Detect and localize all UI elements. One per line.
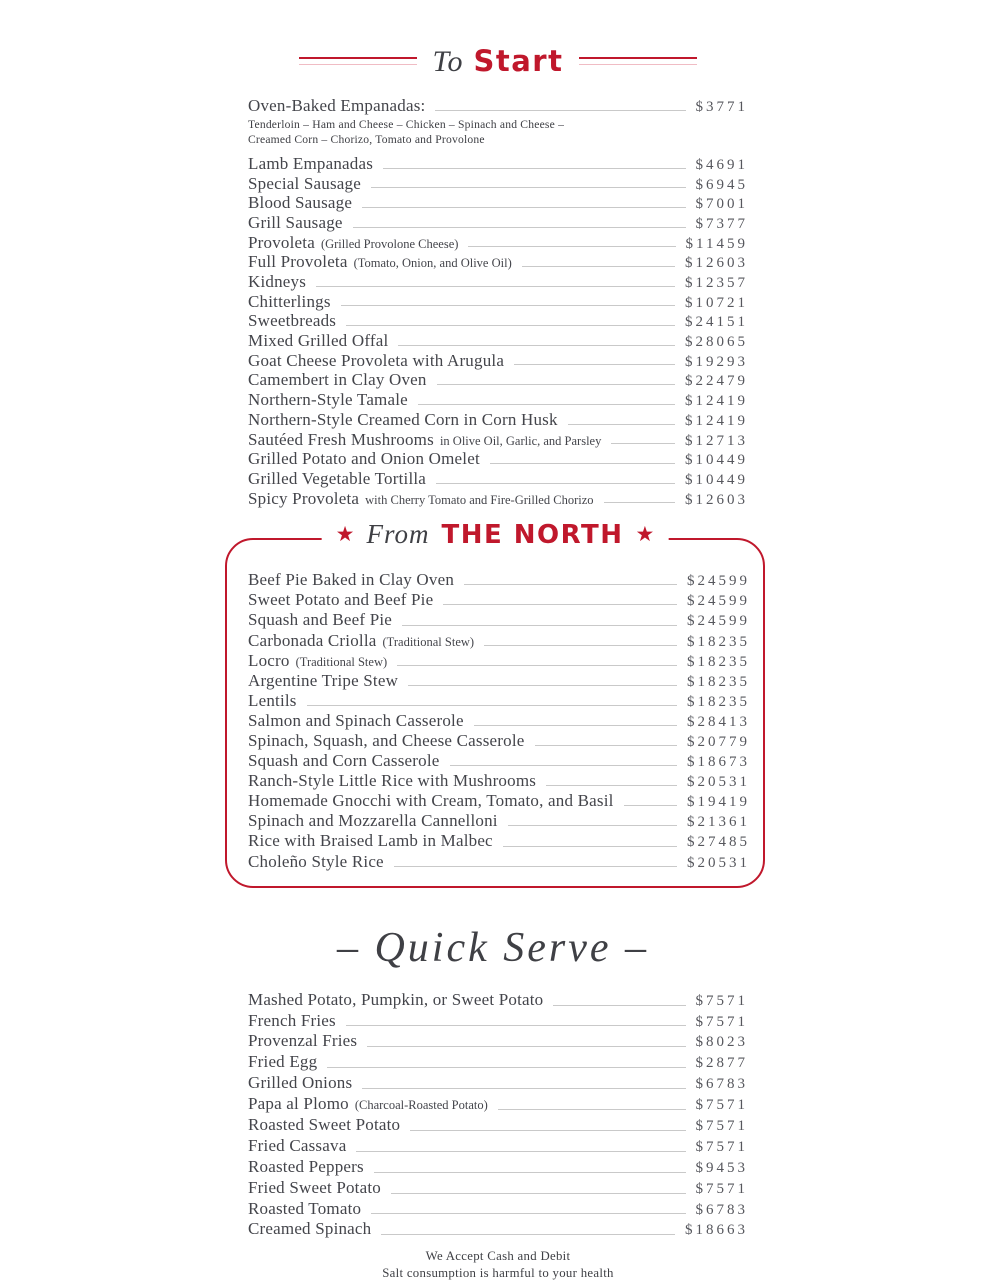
item-name: Sweetbreads <box>248 311 337 331</box>
item-price: $12713 <box>685 432 748 449</box>
leader-line <box>408 685 677 686</box>
menu-item-row <box>248 489 748 509</box>
item-name: Choleño Style Rice <box>248 851 384 871</box>
item-name: Squash and Beef Pie <box>248 610 393 630</box>
item-name: Grilled Potato and Onion Omelet <box>248 449 480 469</box>
menu-item-row <box>248 1115 748 1136</box>
menu-item-row <box>248 154 748 174</box>
leader-line <box>474 725 677 726</box>
item-price: $18235 <box>687 653 750 670</box>
item-price: $11459 <box>685 235 748 252</box>
menu-item-row <box>248 791 750 811</box>
menu-item-row <box>248 751 750 771</box>
item-price: $27485 <box>687 834 750 851</box>
item-price: $28065 <box>685 334 748 351</box>
item-name: Roasted Sweet Potato <box>248 1115 401 1134</box>
menu-item-row <box>248 570 750 590</box>
menu-item-row <box>248 811 750 831</box>
item-price: $19419 <box>687 794 750 811</box>
item-name: Grilled Vegetable Tortilla <box>248 468 427 488</box>
item-name: Grilled Onions <box>248 1073 353 1093</box>
menu-item-row <box>248 1219 748 1240</box>
item-price: $10449 <box>685 452 748 469</box>
menu-item-row <box>248 1094 748 1115</box>
menu-item-row <box>248 370 748 390</box>
leader-line <box>362 1088 685 1089</box>
section-header-from-the-north <box>322 519 669 550</box>
leader-line <box>367 1046 685 1047</box>
item-note: with Cherry Tomato and Fire-Grilled Chorizo <box>365 492 594 507</box>
menu-item-row <box>248 252 748 272</box>
item-name: Sautéed Fresh Mushrooms <box>248 429 434 449</box>
item-name: Special Sausage <box>248 173 361 193</box>
leader-line <box>346 325 675 326</box>
section-quick-serve <box>248 924 748 1241</box>
item-name: Roasted Peppers <box>248 1156 364 1176</box>
item-name: Blood Sausage <box>248 193 353 213</box>
leader-line <box>356 1151 685 1152</box>
item-price: $6945 <box>695 176 748 193</box>
item-price: $22479 <box>685 373 748 390</box>
item-name: Rice with Braised Lamb in Malbec <box>248 831 493 851</box>
leader-line <box>410 1130 685 1131</box>
item-name: Spicy Provoleta <box>248 488 360 508</box>
leader-line <box>435 110 685 111</box>
item-name: Lentils <box>248 690 297 710</box>
item-description: Tenderloin – Ham and Cheese – Chicken – Spinach and Cheese – Creamed Corn – Chorizo, Tomato and Provolone <box>248 117 565 147</box>
item-note: (Traditional Stew) <box>295 654 388 669</box>
leader-line <box>307 705 677 706</box>
menu-item-row <box>248 430 748 450</box>
leader-line <box>443 604 677 605</box>
header-rule-right <box>579 57 697 65</box>
leader-line <box>468 246 675 247</box>
menu-item-row <box>248 469 748 489</box>
menu-item-row <box>248 731 750 751</box>
leader-line <box>484 645 677 646</box>
menu-item-row <box>248 331 748 351</box>
item-name: Chitterlings <box>248 291 331 311</box>
item-price: $24151 <box>685 314 748 331</box>
leader-line <box>553 1005 685 1006</box>
item-price: $7571 <box>695 992 748 1009</box>
item-price: $21361 <box>687 814 750 831</box>
item-price: $18663 <box>685 1222 748 1239</box>
item-name: Ranch-Style Little Rice with Mushrooms <box>248 771 537 791</box>
item-name: Squash and Corn Casserole <box>248 751 440 771</box>
menu-item-row <box>248 1052 748 1073</box>
item-note: (Charcoal-Roasted Potato) <box>354 1098 488 1113</box>
item-name: Argentine Tripe Stew <box>248 670 399 690</box>
menu-item-row <box>248 1073 748 1094</box>
menu-item-row <box>248 1031 748 1052</box>
leader-line <box>546 785 677 786</box>
item-name: French Fries <box>248 1010 336 1030</box>
leader-line <box>346 1025 686 1026</box>
item-name: Fried Egg <box>248 1052 318 1072</box>
leader-line <box>316 286 675 287</box>
item-price: $12419 <box>685 412 748 429</box>
leader-line <box>450 765 677 766</box>
item-name: Spinach, Squash, and Cheese Casserole <box>248 731 525 750</box>
menu-item-row <box>248 311 748 331</box>
item-price: $24599 <box>687 593 750 610</box>
menu-item-row <box>248 1011 748 1032</box>
item-price: $20531 <box>687 774 750 791</box>
menu-item-row <box>248 771 750 791</box>
item-name: Northern-Style Creamed Corn in Corn Husk <box>248 409 558 429</box>
menu-item-row <box>248 651 750 671</box>
menu-item-row <box>248 852 750 872</box>
leader-line <box>522 266 675 267</box>
item-price: $19293 <box>685 353 748 370</box>
menu-item-row <box>248 292 748 312</box>
menu-item-row <box>248 610 750 630</box>
item-name: Sweet Potato and Beef Pie <box>248 590 434 610</box>
leader-line <box>503 846 677 847</box>
section-header-quick-serve <box>238 924 748 972</box>
section-title-script: To <box>432 44 464 78</box>
leader-line <box>391 1193 686 1194</box>
item-price: $7571 <box>695 1138 748 1155</box>
menu-item-row <box>248 390 748 410</box>
leader-line <box>383 168 685 169</box>
item-list-quick-serve <box>248 990 748 1241</box>
item-price: $12603 <box>685 255 748 272</box>
item-price: $9453 <box>695 1159 748 1176</box>
item-name: Fried Cassava <box>248 1135 347 1155</box>
item-price: $6783 <box>695 1201 748 1218</box>
menu-item-row <box>248 590 750 610</box>
item-name: Beef Pie Baked in Clay Oven <box>248 570 455 590</box>
leader-line <box>624 805 677 806</box>
item-name: Fried Sweet Potato <box>248 1177 381 1197</box>
menu-footer <box>248 1248 748 1280</box>
menu-item-row <box>248 711 750 731</box>
item-price: $2877 <box>695 1055 748 1072</box>
item-price: $7571 <box>695 1180 748 1197</box>
footer-health-warning: Salt consumption is harmful to your health <box>382 1265 614 1280</box>
item-price: $7001 <box>695 196 748 213</box>
item-name: Creamed Spinach <box>248 1219 372 1239</box>
item-list-from-the-north <box>248 570 750 871</box>
leader-line <box>498 1109 686 1110</box>
leader-line <box>371 187 686 188</box>
menu-item-row <box>248 1199 748 1220</box>
item-note: (Traditional Stew) <box>382 634 475 649</box>
star-icon: ★ <box>635 522 655 547</box>
item-name: Full Provoleta <box>248 252 348 272</box>
leader-line <box>535 745 677 746</box>
section-title-script: – Quick Serve – <box>336 924 650 971</box>
item-price: $12419 <box>685 393 748 410</box>
item-note: in Olive Oil, Garlic, and Parsley <box>439 433 602 448</box>
leader-line <box>341 305 675 306</box>
item-name: Provenzal Fries <box>248 1031 358 1051</box>
leader-line <box>568 424 675 425</box>
leader-line <box>464 584 677 585</box>
leader-line <box>437 384 675 385</box>
leader-line <box>353 227 686 228</box>
leader-line <box>490 463 675 464</box>
section-title-script: From <box>366 519 430 550</box>
menu-item-row <box>248 272 748 292</box>
item-name: Grill Sausage <box>248 212 343 232</box>
leader-line <box>327 1067 685 1068</box>
item-name: Kidneys <box>248 272 307 291</box>
leader-line <box>604 502 675 503</box>
item-price: $7571 <box>695 1097 748 1114</box>
item-name: Homemade Gnocchi with Cream, Tomato, and Basil <box>248 791 614 811</box>
menu-item-row <box>248 233 748 253</box>
item-name: Roasted Tomato <box>248 1198 362 1218</box>
item-price: $24599 <box>687 613 750 630</box>
item-name: Salmon and Spinach Casserole <box>248 710 464 730</box>
section-from-the-north <box>225 519 765 887</box>
menu-item-row <box>248 351 748 371</box>
leader-line <box>402 625 677 626</box>
item-price: $12357 <box>685 275 748 291</box>
menu-item-row <box>248 213 748 233</box>
item-price: $6783 <box>695 1076 748 1093</box>
item-name: Locro <box>248 650 290 670</box>
item-note: (Grilled Provolone Cheese) <box>320 236 459 251</box>
leader-line <box>362 207 685 208</box>
footer-payment-note: We Accept Cash and Debit <box>425 1249 571 1264</box>
item-price: $28413 <box>687 713 750 730</box>
menu-item-row <box>248 831 750 851</box>
leader-line <box>514 364 675 365</box>
item-list-to-start <box>248 96 748 508</box>
item-price: $18235 <box>687 633 750 650</box>
star-icon: ★ <box>335 522 355 547</box>
leader-line <box>381 1234 675 1235</box>
header-rule-left <box>299 57 417 65</box>
item-price: $10721 <box>685 294 748 311</box>
menu-item-row <box>248 174 748 194</box>
section-header-to-start <box>248 42 748 80</box>
item-price: $18673 <box>687 754 750 771</box>
leader-line <box>374 1172 686 1173</box>
item-price: $8023 <box>695 1034 748 1051</box>
item-price: $20779 <box>687 734 750 750</box>
leader-line <box>436 483 675 484</box>
menu-item-row <box>248 990 748 1011</box>
item-price: $10449 <box>685 471 748 488</box>
menu-item-row <box>248 631 750 651</box>
item-name: Mashed Potato, Pumpkin, or Sweet Potato <box>248 989 544 1009</box>
item-name: Lamb Empanadas <box>248 153 374 173</box>
item-name: Oven-Baked Empanadas: <box>248 96 426 115</box>
item-name: Carbonada Criolla <box>248 630 377 650</box>
section-to-start <box>248 42 748 508</box>
leader-line <box>611 443 675 444</box>
item-price: $3771 <box>695 99 748 115</box>
leader-line <box>398 345 675 346</box>
leader-line <box>397 665 677 666</box>
menu-item-row <box>248 410 748 430</box>
item-price: $7571 <box>695 1013 748 1030</box>
item-name: Goat Cheese Provoleta with Arugula <box>248 350 505 370</box>
item-price: $20531 <box>687 854 750 871</box>
leader-line <box>508 825 677 826</box>
menu-content <box>248 0 748 1280</box>
menu-item-row <box>248 671 750 691</box>
menu-item-row <box>248 1157 748 1178</box>
menu-item-row <box>248 96 748 116</box>
menu-item-row <box>248 691 750 711</box>
section-title-accent: Start <box>473 43 564 78</box>
menu-item-row <box>248 1136 748 1157</box>
item-price: $24599 <box>687 573 750 590</box>
item-name: Provoleta <box>248 232 315 252</box>
item-name: Papa al Plomo <box>248 1094 349 1114</box>
menu-item-row <box>248 1178 748 1199</box>
item-price: $18235 <box>687 673 750 690</box>
menu-item-row <box>248 193 748 213</box>
item-name: Camembert in Clay Oven <box>248 370 427 390</box>
leader-line <box>394 866 677 867</box>
item-price: $7377 <box>695 215 748 232</box>
leader-line <box>371 1213 685 1214</box>
item-note: (Tomato, Onion, and Olive Oil) <box>353 256 512 271</box>
section-title <box>433 44 564 79</box>
menu-item-row <box>248 449 748 469</box>
item-price: $7571 <box>695 1118 748 1134</box>
item-name: Mixed Grilled Offal <box>248 331 389 351</box>
item-name: Spinach and Mozzarella Cannelloni <box>248 811 498 831</box>
item-name: Northern-Style Tamale <box>248 390 408 410</box>
item-price: $12603 <box>685 491 748 508</box>
leader-line <box>418 404 675 405</box>
item-price: $18235 <box>687 693 750 710</box>
item-price: $4691 <box>695 156 748 173</box>
section-title-accent: THE NORTH <box>441 519 624 550</box>
